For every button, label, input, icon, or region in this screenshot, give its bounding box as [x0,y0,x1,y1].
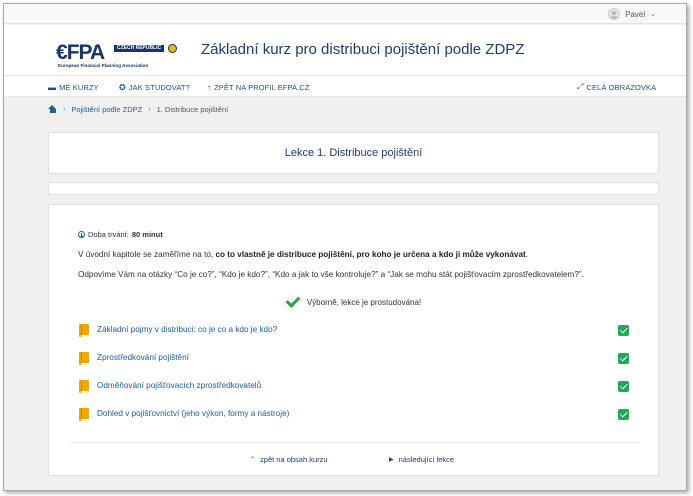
avatar [608,8,620,20]
breadcrumb [48,103,228,115]
lesson-duration: Doba trvání: 80 minut [78,230,163,239]
nav-fullscreen[interactable]: ⤢ CELÁ OBRAZOVKA [577,82,657,92]
back-to-contents-link[interactable]: ⌃ zpět na obsah kurzu [250,455,328,464]
completion-message: Výborně, lekce je prostudována! [49,297,658,307]
arrow-up-icon: ↑ [207,82,212,92]
lesson-title-card [48,132,659,174]
site-header [4,25,686,75]
spacer-card [48,182,659,195]
completed-checkbox[interactable] [618,381,629,392]
lesson-questions: Odpovíme Vám na otázky “Co je co?”, “Kdo je kdo?”, “Kdo a jak to vše kontroluje?” a “Jak se mohu stát pojišťovacím zprostředkovatelem?”. [78,270,584,279]
logo-text: €FPA [56,41,105,64]
chapter-link[interactable]: Dohled v pojišťovnictví (jeho výkon, formy a nástroje) [97,409,290,418]
book-icon [79,380,89,393]
main-nav [4,75,686,97]
chapter-link[interactable]: Zprostředkování pojištění [97,353,189,362]
chevron-up-icon: ⌃ [250,457,256,463]
user-name: Pavel [625,9,646,19]
nav-my-courses[interactable]: ▬ MÉ KURZY [48,82,99,92]
expand-icon: ⤢ [577,82,584,91]
lifebuoy-icon: ✪ [119,82,126,92]
book-icon [79,324,89,337]
lesson-intro: V úvodní kapitole se zaměříme na to, co to vlastně je distribuce pojištění, pro koho je určena a kdo ji může vykonávat. [78,250,529,259]
book-icon [79,408,89,421]
course-title: Základní kurz pro distribuci pojištění podle ZDPZ [201,41,525,58]
logo-tag: CZECH REPUBLIC [114,45,164,52]
user-menu[interactable] [608,7,656,21]
chapter-link[interactable]: Odměňování pojišťovacích zprostředkovatelů [97,381,262,390]
breadcrumb-current: 1. Distribuce pojištění [156,104,229,114]
list-item [79,380,641,394]
chevron-down-icon: ⌄ [650,11,656,18]
completed-checkbox[interactable] [618,409,629,420]
chapter-link[interactable]: Základní pojmy v distribuci: co je co a kdo je kdo? [97,325,278,334]
chevron-right-icon: › [63,105,66,113]
chevron-right-icon: › [148,105,151,113]
lesson-title: Lekce 1. Distribuce pojištění [284,147,423,159]
breadcrumb-course[interactable]: Pojištění podle ZDPZ [71,104,143,114]
divider [69,442,640,443]
book-icon [79,352,89,365]
user-bar [4,4,686,24]
logo-subtitle: European Financial Planning Association [58,63,149,68]
completed-checkbox[interactable] [618,325,629,336]
logo-dot [168,44,177,53]
check-icon [286,297,300,307]
list-item [79,352,641,366]
completed-checkbox[interactable] [618,353,629,364]
briefcase-icon: ▬ [48,82,57,92]
nav-how-to-study[interactable]: ✪ JAK STUDOVAT? [119,82,190,92]
efpa-logo[interactable] [56,43,176,69]
app-window [3,3,687,491]
next-lesson-link[interactable]: ▶ následující lekce [389,455,455,464]
home-icon[interactable] [48,105,57,113]
list-item [79,324,641,338]
nav-back-profile[interactable]: ↑ ZPĚT NA PROFIL EFPA.CZ [207,82,310,92]
lesson-content-card [48,204,659,476]
clock-icon [78,231,85,238]
list-item [79,408,641,422]
play-icon: ▶ [389,457,394,463]
